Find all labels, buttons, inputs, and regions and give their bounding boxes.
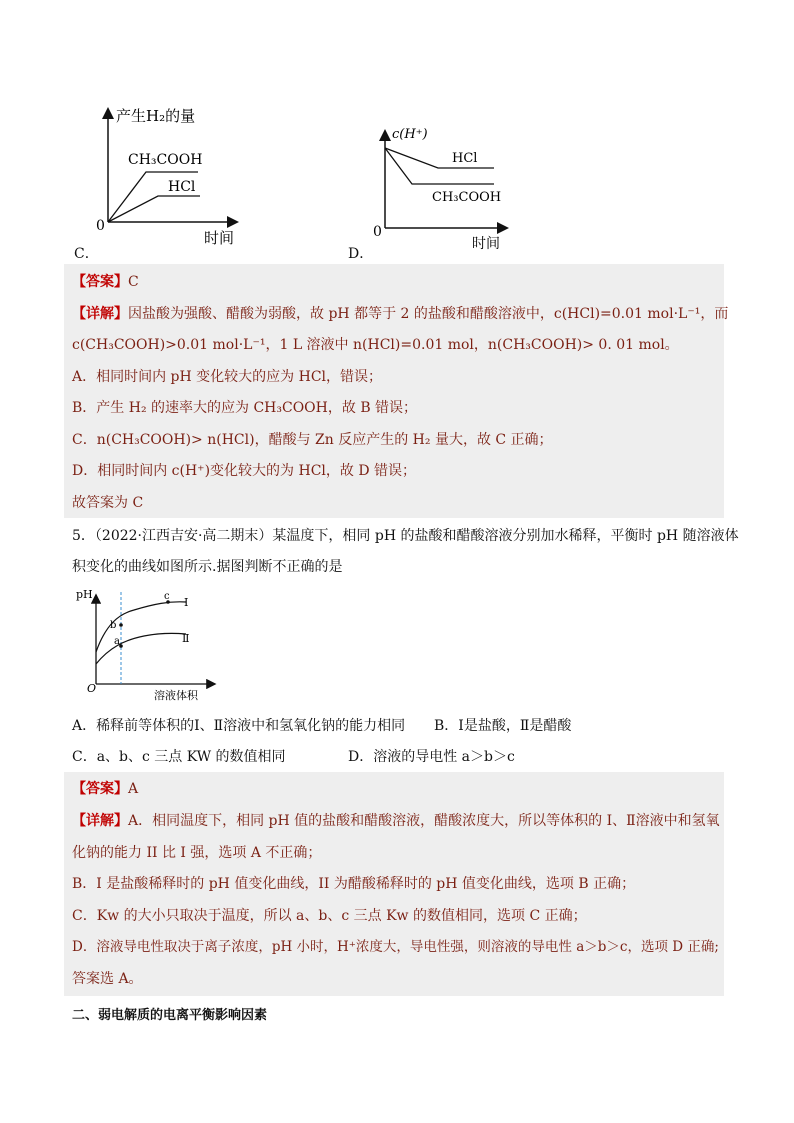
q5-graph-xlabel: 溶液体积 <box>154 689 198 702</box>
graph-d-xlabel: 时间 <box>472 236 500 252</box>
detail-1-option-d: D．相同时间内 c(H⁺)变化较大的为 HCl，故 D 错误； <box>72 463 417 479</box>
q5-graph-curve-2 <box>96 633 186 664</box>
graph-d-legend-ch3cooh: CH₃COOH <box>432 190 502 205</box>
q5-graph-label-c: c <box>164 591 170 602</box>
answer-1-tag: 【答案】 <box>72 274 128 290</box>
detail-1-option-b: B．产生 H₂ 的速率大的应为 CH₃COOH，故 B 错误； <box>72 400 418 416</box>
detail-2-line-6: 答案选 A。 <box>72 971 143 987</box>
detail-1-option-c: C．n(CH₃COOH)> n(HCl)，醋酸与 Zn 反应产生的 H₂ 量大，故 C 正确； <box>72 432 553 448</box>
option-d-label: D． <box>348 246 374 262</box>
graph-c-ylabel: 产生H₂的量 <box>116 107 196 125</box>
answer-2-tag: 【答案】 <box>72 781 128 797</box>
q5-stem-line-1: 5．（2022·江西吉安·高二期末）某温度下，相同 pH 的盐酸和醋酸溶液分别加水稀释，平衡时 pH 随溶液体 <box>72 528 739 544</box>
q5-graph-curve-2-label: Ⅱ <box>182 632 190 645</box>
detail-2-line-2: 化钠的能力 II 比 I 强，选项 A 不正确； <box>72 845 322 861</box>
answer-2-line <box>72 779 138 799</box>
graph-d <box>368 118 518 253</box>
detail-2-line-1 <box>72 811 720 831</box>
graph-c-origin: 0 <box>96 218 105 234</box>
detail-1-option-a: A．相同时间内 pH 变化较大的应为 HCl，错误； <box>72 369 383 385</box>
q5-graph-curve-1-label: I <box>184 596 189 609</box>
detail-1-line-1 <box>72 304 728 324</box>
detail-2-tag: 【详解】 <box>72 813 128 829</box>
option-c-label: C． <box>74 246 99 262</box>
graph-c-xlabel: 时间 <box>204 229 235 247</box>
detail-2-line-3: B．I 是盐酸稀释时的 pH 值变化曲线，II 为醋酸稀释时的 pH 值变化曲线，选项 B 正确； <box>72 876 636 892</box>
graph-d-curve-ch3cooh <box>385 148 494 184</box>
graph-d-legend-hcl: HCl <box>452 151 478 166</box>
graph-c <box>96 100 256 250</box>
graph-c-curve-hcl <box>108 196 200 222</box>
q5-graph-label-b: b <box>110 620 117 631</box>
graph-d-curve-hcl <box>385 148 494 168</box>
q5-graph-ylabel: pH <box>76 588 93 601</box>
detail-1-final: 故答案为 C <box>72 495 144 511</box>
q5-graph-label-a: a <box>114 636 120 647</box>
detail-1-tag: 【详解】 <box>72 306 128 322</box>
detail-1-text-1: 因盐酸为强酸、醋酸为弱酸，故 pH 都等于 2 的盐酸和醋酸溶液中，c(HCl)=0.01 mol·L⁻¹，而 <box>128 306 729 322</box>
graph-d-ylabel: c(H⁺) <box>392 127 428 142</box>
q5-graph <box>74 584 224 706</box>
answer-2-value: A <box>128 781 139 797</box>
q5-option-d: D．溶液的导电性 a＞b＞c <box>348 749 515 765</box>
graph-d-origin: 0 <box>373 224 382 240</box>
q5-point-b <box>119 623 123 627</box>
graph-c-legend-hcl: HCl <box>168 179 196 195</box>
detail-1-line-2: c(CH₃COOH)>0.01 mol·L⁻¹，1 L 溶液中 n(HCl)=0.01 mol，n(CH₃COOH)> 0. 01 mol。 <box>72 337 679 353</box>
answer-1-line <box>72 272 139 292</box>
q5-option-c: C．a、b、c 三点 KW 的数值相同 <box>72 749 286 765</box>
detail-2-line-5: D．溶液导电性取决于离子浓度，pH 小时，H⁺浓度大，导电性强，则溶液的导电性 a＞b＞c，选项 D 正确; <box>72 939 719 955</box>
q5-stem-line-2: 积变化的曲线如图所示.据图判断不正确的是 <box>72 559 343 575</box>
q5-option-a: A．稀释前等体积的Ⅰ、Ⅱ溶液中和氢氧化钠的能力相同 <box>72 718 406 734</box>
detail-2-text-1: A．相同温度下，相同 pH 值的盐酸和醋酸溶液，醋酸浓度大，所以等体积的 Ⅰ、Ⅱ溶液中和氢氧 <box>128 813 720 829</box>
q5-graph-origin: O <box>87 682 97 695</box>
answer-1-value: C <box>128 274 139 290</box>
graph-c-legend-ch3cooh: CH₃COOH <box>128 152 203 168</box>
q5-option-b: B．Ⅰ是盐酸，Ⅱ是醋酸 <box>434 718 572 734</box>
detail-2-line-4: C．Kw 的大小只取决于温度，所以 a、b、c 三点 Kw 的数值相同，选项 C 正确； <box>72 908 587 924</box>
section-title: 二、弱电解质的电离平衡影响因素 <box>72 1008 268 1023</box>
